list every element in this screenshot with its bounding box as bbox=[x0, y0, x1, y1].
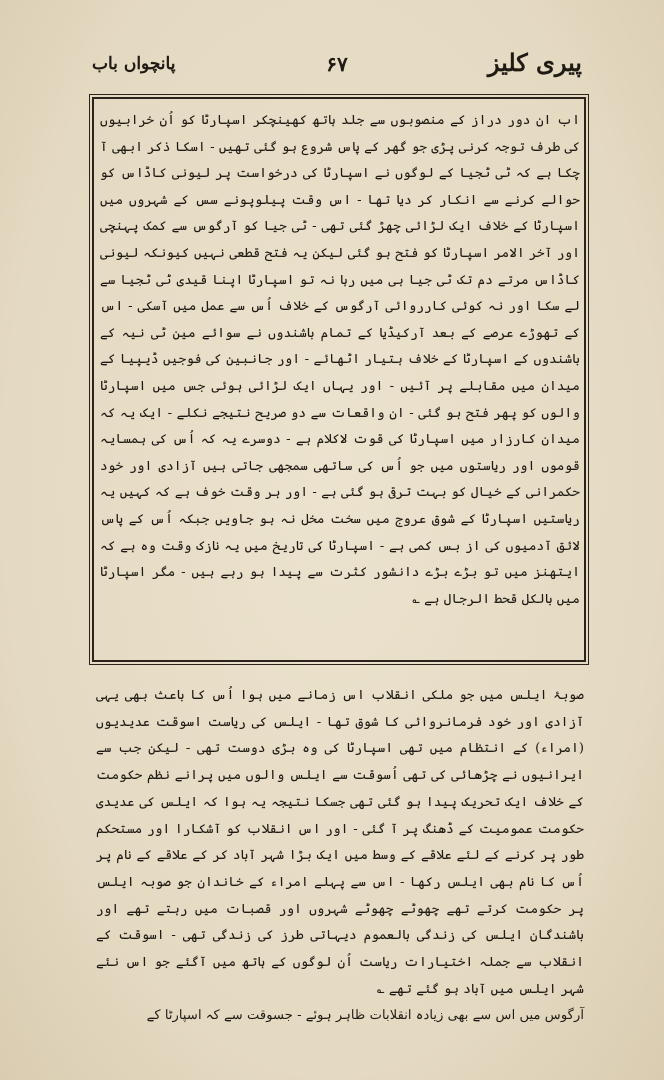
framed-text-block bbox=[100, 108, 580, 613]
paragraph: اب ان دور دراز کے منصوبوں سے جلد ہاتھ کھینچکر اسپارٹا کو اُن خرابیوں کی طرف توجہ کرنی پڑی جو گھر کے پاس شروع ہو گئی تھیں - اسکا ذکر ابھی آ چکا ہے کہ ٹی ٹجیا کے لوگوں نے اسپارٹا کی درخواست پر لیونی کاڈاس کو حوالے کرنے سے انکار کر دیا تھا - اس وقت پیلوپونے سس کے شہروں میں اسپارٹا کے خلاف ایک لڑائی چھڑ گئی تھی - ٹی جیا کو آرگوس سے کمک پہنچی اور آخر الامر اسپارٹا کو فتح ہو گئی لیکن یہ فتح قطعی نہیں کیونکہ لیونی کاڈاس مرتے دم تک ٹی جیا ہی میں رہا نہ تو اسپارٹا اپنا قیدی ٹی ٹجیا سے لے سکا اور نہ کوئی کارروائی آرگوس کے خلاف اُس سے عمل میں آسکی - اس کے تھوڑے عرصے کے بعد آرکیڈیا کے تمام باشندوں نے سوائے مین ٹی نیہ کے باشندوں کے اسپارٹا کے خلاف ہتیار اٹھائے - اور جانبین کی فوجیں ڈیپیا کے میدان میں مقابلے پر آئیں - اور یہاں ایک لڑائی ہوئی جس میں اسپارٹا والوں کو پھر فتح ہو گئی - ان واقعات سے دو صریح نتیجے نکلے - ایک یہ کہ میدان کارزار میں اسپارٹا کی قوت لاکلام ہے - دوسرے یہ کہ اُس کی ہمسایہ قوموں اور ریاستوں میں جو اُس کی ساتھی سمجھی جاتی ہیں آزادی اور خود حکمرانی کے خیال کو بہت ترقی ہو گئی ہے - اور ہر وقت خوف ہے کہ کہیں یہ ریاستیں اسپارٹا کے شوق عروج میں سخت مخل نہ ہو جاویں جبکہ اُس کے پاس لائق آدمیوں کی از بس کمی ہے - اسپارٹا کی تاریخ میں یہ نازک وقت وہ ہے کہ ایتھنز میں تو بڑے بڑے دانشور کثرت سے پیدا ہو رہے ہیں - مگر اسپارٹا میں بالکل قحط الرجال ہے ؎ bbox=[100, 113, 580, 607]
page-header bbox=[92, 48, 582, 88]
paragraph: صوبۂ ایلس میں جو ملکی انقلاب اس زمانے میں ہوا اُس کا باعث بھی یہی آزادی اور خود فرمانروائی کا شوق تھا - ایلس کی ریاست اسوقت عدیدیوں (امراء) کے انتظام میں تھی اسپارٹا کی وہ بڑی دوست تھی - لیکن جب سے ایرانیوں نے چڑھائی کی تھی اُسوقت سے ایلس والوں میں پرانے نظم حکومت کے خلاف ایک تحریک پیدا ہو گئی تھی جسکا نتیجہ یہ ہوا کہ ایلس کی عدیدی حکومت عمومیت کے ڈھنگ پر آ گئی - اور اس انقلاب کو آشکارا اور مستحکم طور پر کرنے کے لئے علاقے کے وسط میں ایک بڑا شہر آباد کر کے علاقے کے نام پر اُس کا نام بھی ایلس رکھا - اس سے پہلے امراء کے خاندان جو صوبہ ایلس پر حکومت کرتے تھے چھوٹے چھوٹے شہروں اور قصبات میں رہتے تھے اور باشندگان ایلس کی زندگی بالعموم دیہاتی طرز کی زندگی تھی - اسوقت کے انقلاب سے جملہ اختیارات ریاست اُن لوگوں کے ہاتھ میں آگئے جو اس نئے شہر ایلس میں آباد ہو گئے تھے ؎ bbox=[96, 688, 584, 997]
book-title: پیری کلیز bbox=[487, 48, 582, 77]
page-number: ۶۷ bbox=[326, 52, 348, 76]
paragraph: آرگوس میں اس سے بھی زیادہ انقلابات ظاہر ہوئے - جسوقت سے کہ اسپارٹا کے bbox=[146, 1008, 584, 1024]
lower-text-block bbox=[96, 683, 584, 1030]
chapter-heading: پانچواں باب bbox=[92, 54, 176, 74]
